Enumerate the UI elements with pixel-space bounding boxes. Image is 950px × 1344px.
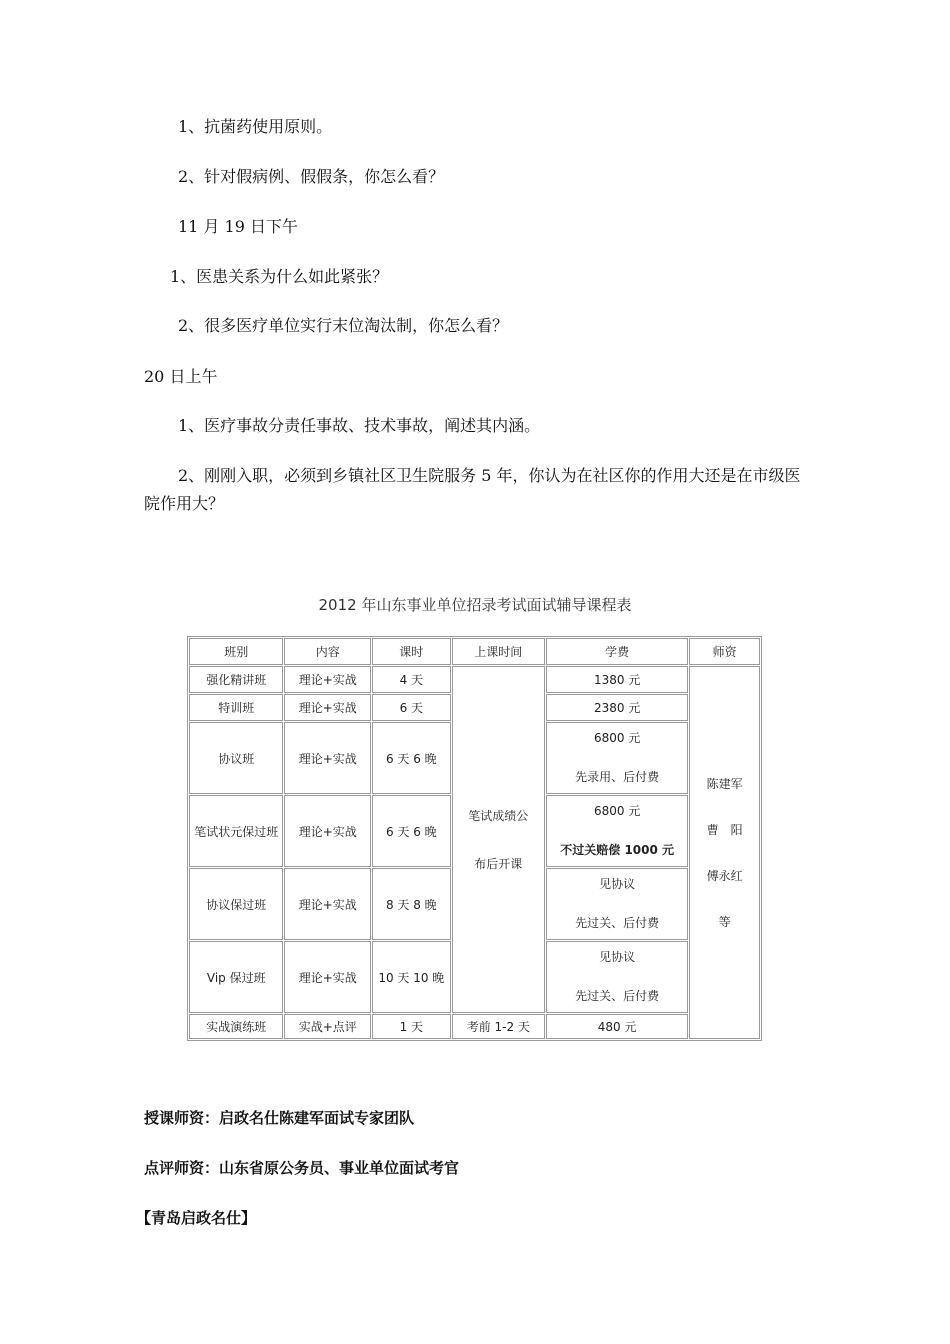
class-time-line-1: 笔试成绩公 — [468, 808, 529, 823]
class-name: 特训班 — [189, 694, 283, 721]
teachers-merged — [689, 666, 760, 1039]
course-content: 理论+实战 — [284, 868, 371, 940]
tuition-fee: 见协议 — [599, 877, 636, 891]
footer-brand: 【青岛启政名仕】 — [136, 1209, 257, 1227]
header-class: 班别 — [189, 638, 283, 665]
tuition-fee: 见协议 — [599, 950, 636, 964]
class-name: Vip 保过班 — [189, 941, 283, 1013]
tuition-fee-cell — [546, 722, 688, 794]
course-content: 理论+实战 — [284, 666, 371, 693]
course-content: 理论+实战 — [284, 694, 371, 721]
teacher-2: 曹 阳 — [706, 822, 743, 837]
tuition-fee: 2380 元 — [546, 694, 688, 721]
schedule-table — [187, 636, 762, 1041]
tuition-fee-cell — [546, 868, 688, 940]
tuition-fee-cell — [546, 795, 688, 867]
header-hours: 课时 — [372, 638, 451, 665]
tuition-fee: 1380 元 — [546, 666, 688, 693]
class-time: 考前 1-2 天 — [452, 1014, 545, 1039]
question-1: 1、抗菌药使用原则。 — [178, 117, 333, 136]
class-time-merged — [452, 666, 545, 1013]
course-hours: 4 天 — [372, 666, 451, 693]
table-row — [189, 1014, 760, 1039]
header-content: 内容 — [284, 638, 371, 665]
tuition-note: 先录用、后付费 — [575, 770, 660, 784]
table-row — [189, 666, 760, 693]
teacher-etc: 等 — [718, 914, 731, 929]
question-6: 2、刚刚入职，必须到乡镇社区卫生院服务 5 年，你认为在社区你的作用大还是在市级医院作用大？ — [144, 466, 801, 513]
class-name: 实战演练班 — [189, 1014, 283, 1039]
course-content: 理论+实战 — [284, 941, 371, 1013]
question-3: 1、医患关系为什么如此紧张？ — [170, 267, 389, 286]
tuition-note: 不过关赔偿 1000 元 — [560, 843, 675, 857]
tuition-fee: 480 元 — [546, 1014, 688, 1039]
header-fee: 学费 — [546, 638, 688, 665]
footer-review-staff: 点评师资：山东省原公务员、事业单位面试考官 — [144, 1159, 460, 1177]
tuition-note: 先过关、后付费 — [575, 916, 660, 930]
header-time: 上课时间 — [452, 638, 545, 665]
course-hours: 6 天 — [372, 694, 451, 721]
teacher-1: 陈建军 — [706, 776, 743, 791]
class-name: 协议班 — [189, 722, 283, 794]
question-4: 2、很多医疗单位实行末位淘汰制，你怎么看？ — [178, 316, 509, 335]
course-hours: 6 天 6 晚 — [372, 722, 451, 794]
tuition-fee: 6800 元 — [593, 804, 641, 818]
class-name: 协议保过班 — [189, 868, 283, 940]
header-teacher: 师资 — [689, 638, 760, 665]
course-hours: 1 天 — [372, 1014, 451, 1039]
class-name: 强化精讲班 — [189, 666, 283, 693]
class-name: 笔试状元保过班 — [189, 795, 283, 867]
tuition-note: 先过关、后付费 — [575, 989, 660, 1003]
date-heading-20th: 20 日上午 — [144, 367, 218, 386]
tuition-fee-cell — [546, 941, 688, 1013]
date-heading-nov19: 11 月 19 日下午 — [178, 217, 298, 236]
class-time-line-2: 布后开课 — [474, 856, 523, 871]
course-content: 理论+实战 — [284, 722, 371, 794]
course-hours: 8 天 8 晚 — [372, 868, 451, 940]
schedule-title: 2012 年山东事业单位招录考试面试辅导课程表 — [318, 596, 632, 614]
question-5: 1、医疗事故分责任事故、技术事故，阐述其内涵。 — [178, 416, 541, 435]
footer-teaching-staff: 授课师资：启政名仕陈建军面试专家团队 — [144, 1109, 415, 1127]
question-2: 2、针对假病例、假假条，你怎么看？ — [178, 167, 445, 186]
teacher-3: 傅永红 — [706, 868, 743, 883]
table-header-row — [189, 638, 760, 665]
course-hours: 10 天 10 晚 — [372, 941, 451, 1013]
course-hours: 6 天 6 晚 — [372, 795, 451, 867]
course-content: 理论+实战 — [284, 795, 371, 867]
tuition-fee: 6800 元 — [593, 731, 641, 745]
course-content: 实战+点评 — [284, 1014, 371, 1039]
